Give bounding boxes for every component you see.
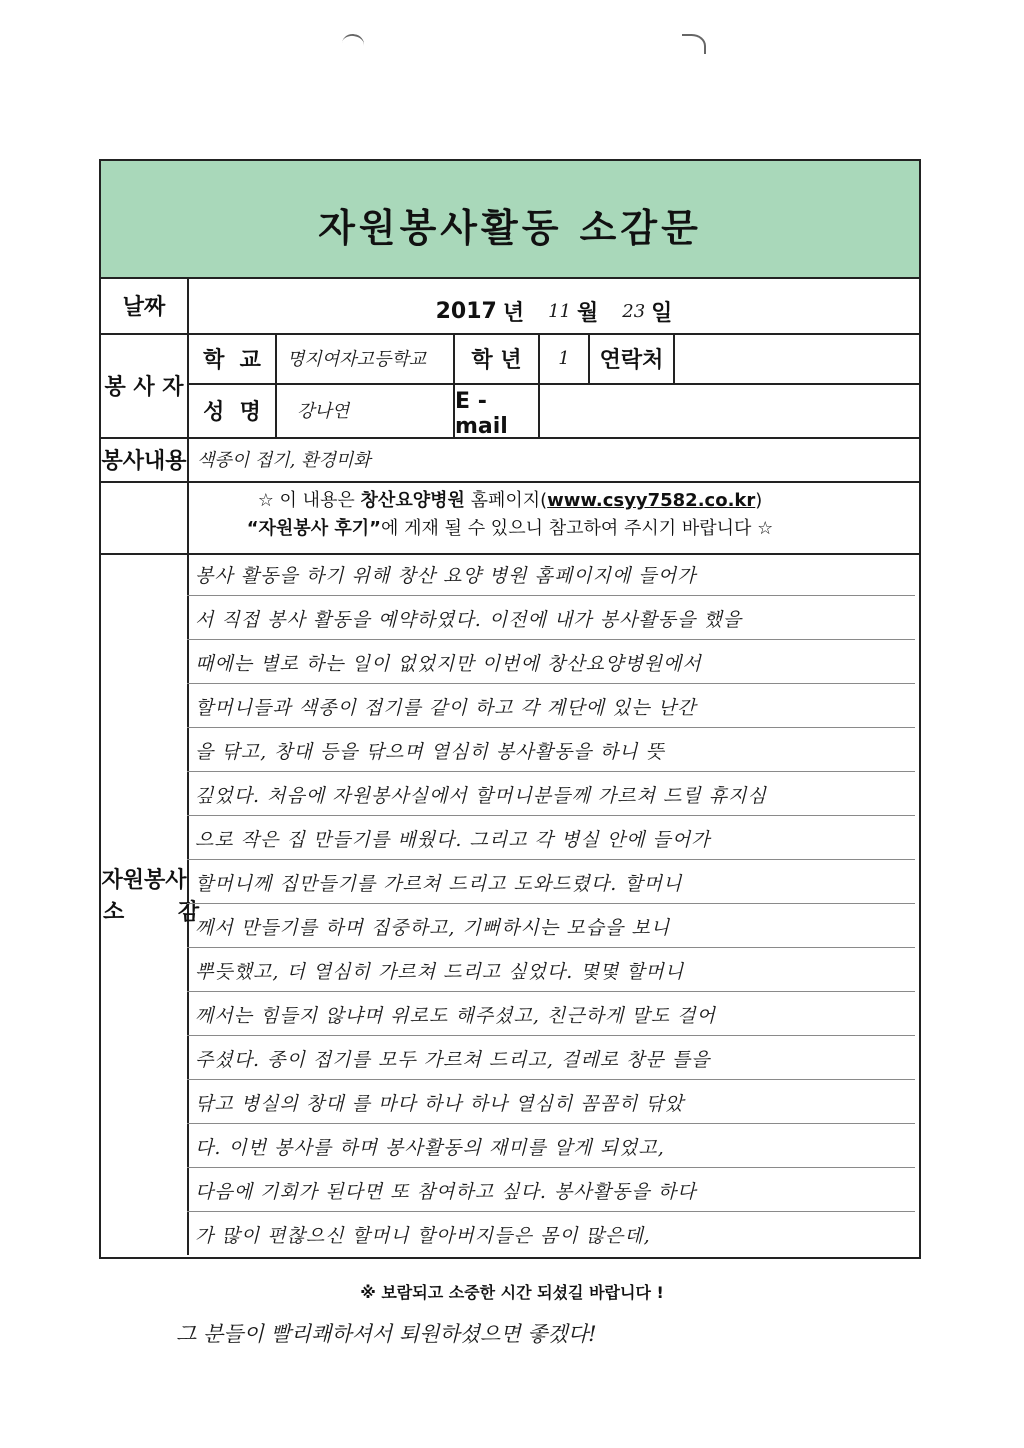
essay-ruled-line (187, 1123, 915, 1125)
essay-ruled-line (187, 639, 915, 641)
essay-ruled-line (187, 947, 915, 949)
homepage-link[interactable]: www.csyy7582.co.kr (547, 490, 756, 511)
essay-line: 께서는 힘들지 않냐며 위로도 해주셨고, 친근하게 말도 걸어 (195, 1005, 716, 1027)
essay-ruled-line (187, 1079, 915, 1081)
volunteer-report-form (99, 159, 921, 1259)
notice-text: 에 게재 될 수 있으니 참고하여 주시기 바랍니다 (380, 518, 758, 539)
date-day: 23 (622, 300, 646, 322)
name-field[interactable]: 강나연 (297, 401, 350, 422)
essay-ruled-line (187, 595, 915, 597)
essay-line: 깊었다. 처음에 자원봉사실에서 할머니분들께 가르쳐 드릴 휴지심 (195, 785, 767, 807)
date-label: 날짜 (122, 294, 166, 320)
email-field[interactable] (540, 383, 917, 437)
handwritten-closing: 그 분들이 빨리쾌하셔서 퇴원하셨으면 좋겠다! (176, 1322, 597, 1346)
essay-ruled-line (187, 815, 915, 817)
impression-label-line: 소 감 (103, 900, 200, 925)
essay-line: 주셨다. 종이 접기를 모두 가르쳐 드리고, 걸레로 창문 틀을 (195, 1049, 711, 1071)
date-year: 2017 (435, 298, 497, 324)
essay-ruled-line (187, 1035, 915, 1037)
essay-ruled-line (187, 859, 915, 861)
punch-hole-mark (682, 34, 706, 54)
contact-field[interactable] (675, 333, 917, 383)
school-field[interactable]: 명지여자고등학교 (287, 349, 427, 370)
essay-line: 할머니들과 색종이 접기를 같이 하고 각 계단에 있는 난간 (195, 697, 697, 719)
review-board-name: “자원봉사 후기” (246, 518, 381, 539)
form-title: 자원봉사활동 소감문 (101, 161, 919, 279)
hospital-name: 창산요양병원 (360, 490, 465, 511)
impression-essay[interactable] (187, 555, 915, 1257)
essay-line: 다. 이번 봉사를 하며 봉사활동의 재미를 알게 되었고, (195, 1137, 665, 1159)
essay-line: 가 많이 편찮으신 할머니 할아버지들은 몸이 많은데, (195, 1225, 651, 1247)
email-label: E -mail (455, 389, 508, 439)
grade-field[interactable]: 1 (558, 347, 570, 369)
volunteer-label: 봉 사 자 (104, 374, 184, 400)
essay-ruled-line (187, 727, 915, 729)
date-year-unit: 년 (502, 300, 525, 326)
essay-ruled-line (187, 683, 915, 685)
notice-text: 홈페이지( (464, 490, 548, 511)
star-icon: ☆ (757, 518, 774, 539)
closing-note: ※ 보람되고 소중한 시간 되셨길 바랍니다 ! (360, 1283, 664, 1302)
essay-ruled-line (187, 903, 915, 905)
punch-hole-mark (341, 33, 366, 56)
content-field[interactable]: 색종이 접기, 환경미화 (197, 450, 371, 471)
date-field[interactable] (189, 277, 919, 333)
essay-line: 을 닦고, 창대 등을 닦으며 열심히 봉사활동을 하니 뜻 (195, 741, 665, 763)
date-month: 11 (548, 300, 571, 322)
essay-line: 뿌듯했고, 더 열심히 가르쳐 드리고 싶었다. 몇몇 할머니 (195, 961, 685, 983)
essay-line: 봉사 활동을 하기 위해 창산 요양 병원 홈페이지에 들어가 (195, 565, 697, 587)
impression-label (101, 865, 200, 929)
essay-line: 서 직접 봉사 활동을 예약하였다. 이전에 내가 봉사활동을 했을 (195, 609, 743, 631)
essay-line: 다음에 기회가 된다면 또 참여하고 싶다. 봉사활동을 하다 (195, 1181, 697, 1203)
essay-line: 닦고 병실의 창대 를 마다 하나 하나 열심히 꼼꼼히 닦았 (195, 1093, 685, 1115)
notice-text: ) (755, 490, 763, 511)
essay-line: 께서 만들기를 하며 집중하고, 기뻐하시는 모습을 보니 (195, 917, 671, 939)
grade-label: 학 년 (471, 347, 522, 373)
school-label: 학 교 (203, 347, 261, 373)
content-label: 봉사내용 (101, 448, 187, 474)
essay-ruled-line (187, 1211, 915, 1213)
essay-ruled-line (187, 1167, 915, 1169)
essay-ruled-line (187, 991, 915, 993)
date-day-unit: 일 (651, 300, 673, 326)
notice-text: 이 내용은 (273, 490, 361, 511)
name-label: 성 명 (203, 399, 261, 425)
contact-label: 연락처 (599, 347, 664, 373)
impression-label-line: 자원봉사 (101, 868, 187, 893)
essay-line: 으로 작은 집 만들기를 배웠다. 그리고 각 병실 안에 들어가 (195, 829, 711, 851)
essay-line: 할머니께 집만들기를 가르쳐 드리고 도와드렸다. 할머니 (195, 873, 683, 895)
star-icon: ☆ (257, 490, 274, 511)
date-month-unit: 월 (576, 300, 599, 326)
publication-notice (101, 483, 919, 551)
essay-ruled-line (187, 771, 915, 773)
column-divider (275, 333, 277, 437)
essay-line: 때에는 별로 하는 일이 없었지만 이번에 창산요양병원에서 (195, 653, 702, 675)
